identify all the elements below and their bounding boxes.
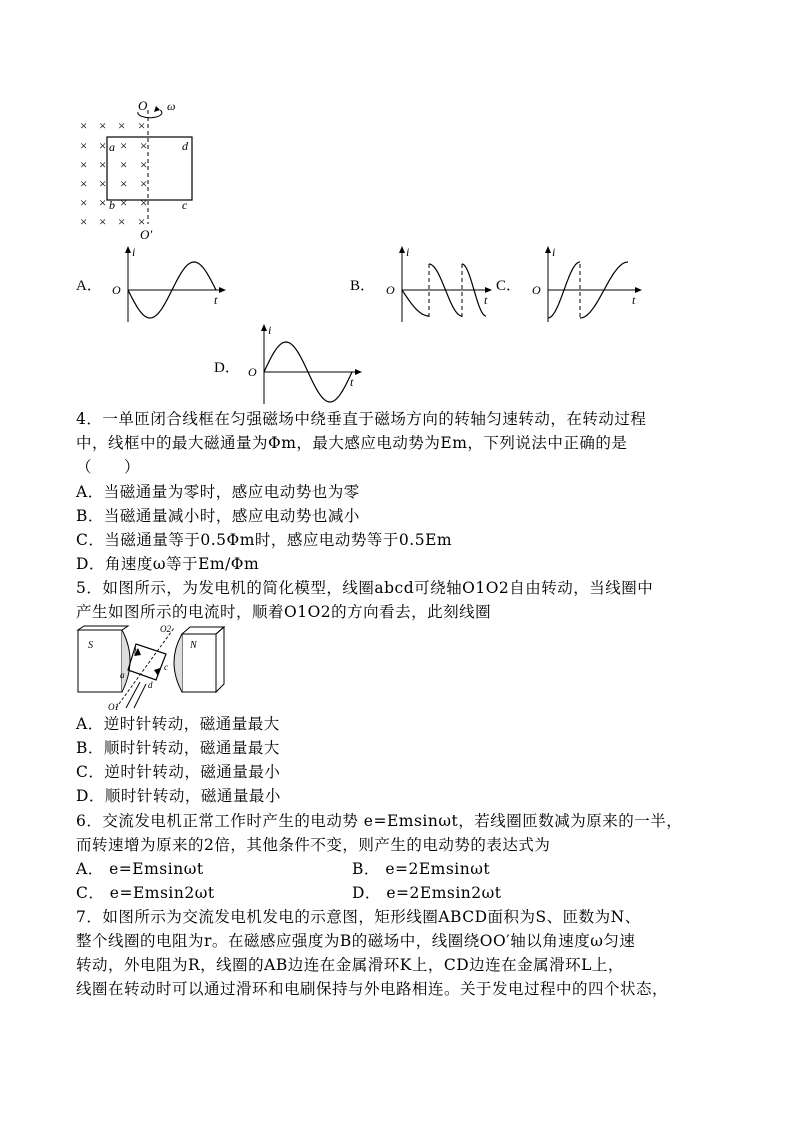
- corner-c: c: [182, 198, 188, 212]
- origin-o: O: [248, 365, 257, 379]
- field-cross: ×: [80, 214, 88, 229]
- field-cross: ×: [120, 195, 128, 210]
- axis-t: t: [632, 293, 636, 307]
- wave-option-c-label: C．: [496, 278, 522, 294]
- field-cross: ×: [140, 157, 148, 172]
- field-cross: ×: [80, 176, 88, 191]
- axis-i: i: [132, 245, 136, 259]
- origin-o: O: [532, 283, 541, 297]
- corner-b: b: [109, 198, 115, 212]
- field-cross: ×: [99, 118, 107, 133]
- wave-option-b-label: B．: [350, 278, 376, 294]
- q5-option-d: D．顺时针转动，磁通量最小: [76, 787, 281, 805]
- field-cross: ×: [99, 157, 107, 172]
- wave-graph-a: [108, 244, 228, 326]
- magnet-s-label: S: [88, 640, 93, 651]
- axis-o1: O1: [108, 702, 119, 712]
- field-cross: ×: [80, 157, 88, 172]
- magnetic-field-crosses: [80, 118, 147, 229]
- corner-d: d: [182, 139, 188, 153]
- axis-label-o-prime: O′: [140, 227, 153, 242]
- axis-i: i: [406, 245, 410, 259]
- field-cross: ×: [80, 138, 88, 153]
- q6-option-b: B． e=2Emsinωt: [352, 860, 491, 878]
- field-cross: ×: [118, 214, 126, 229]
- coil-a: a: [120, 670, 125, 680]
- wave-graph-b: [382, 244, 494, 326]
- q7-stem-line3: 转动，外电阻为R，线圈的AB边连在金属滑环K上，CD边连在金属滑环L上，: [76, 956, 624, 974]
- field-cross: ×: [140, 138, 148, 153]
- field-cross: ×: [120, 138, 128, 153]
- magnet-n-label: N: [190, 640, 197, 651]
- coil-c: c: [164, 662, 168, 672]
- field-cross: ×: [140, 195, 148, 210]
- corner-a: a: [109, 140, 115, 154]
- coil-field-diagram: [76, 96, 206, 242]
- wave-graph-d: [244, 322, 364, 408]
- axis-t: t: [484, 293, 488, 307]
- magnet-n: [182, 634, 216, 692]
- field-cross: ×: [99, 195, 107, 210]
- q5-stem-line1: 5．如图所示，为发电机的简化模型，线圈abcd可绕轴O1O2自由转动，当线圈中: [76, 579, 654, 597]
- field-cross: ×: [120, 176, 128, 191]
- omega-label: ω: [167, 99, 176, 113]
- coil-b: b: [134, 646, 139, 656]
- field-cross: ×: [138, 214, 146, 229]
- field-cross: ×: [99, 214, 107, 229]
- q7-stem-line1: 7．如图所示为交流发电机发电的示意图，矩形线圈ABCD面积为S、匝数为N、: [76, 908, 641, 926]
- q6-option-c: C． e=Emsin2ωt: [76, 884, 215, 902]
- q4-stem-line2: 中，线框中的最大磁通量为Φm，最大感应电动势为Em，下列说法中正确的是: [76, 434, 628, 452]
- field-cross: ×: [120, 157, 128, 172]
- magnet-s: [78, 630, 122, 692]
- q5-option-c: C．逆时针转动，磁通量最小: [76, 763, 281, 781]
- q4-option-a: A．当磁通量为零时，感应电动势也为零: [76, 483, 360, 501]
- q4-option-d: D．角速度ω等于Em/Φm: [76, 555, 260, 573]
- axis-i: i: [552, 245, 556, 259]
- axis-label-o: O: [138, 98, 148, 113]
- axis-t: t: [350, 375, 354, 389]
- q6-stem-line1: 6．交流发电机正常工作时产生的电动势 e=Emsinωt，若线圈匝数减为原来的一半，: [76, 812, 683, 830]
- coil-field-figure: [76, 96, 206, 242]
- axis-t: t: [214, 293, 218, 307]
- q5-stem-line2: 产生如图所示的电流时，顺着O1O2的方向看去，此刻线圈: [76, 603, 492, 621]
- field-cross: ×: [99, 138, 107, 153]
- origin-o: O: [386, 283, 395, 297]
- axis-o2: O2: [160, 624, 171, 634]
- q6-option-d: D． e=2Emsin2ωt: [352, 884, 502, 902]
- q6-stem-line2: 而转速增为原来的2倍，其他条件不变，则产生的电动势的表达式为: [76, 836, 551, 854]
- q5-option-b: B．顺时针转动，磁通量最大: [76, 739, 280, 757]
- q5-option-a: A．逆时针转动，磁通量最大: [76, 715, 280, 733]
- wave-option-a-label: A．: [76, 278, 102, 294]
- wave-option-d-label: D．: [214, 360, 240, 376]
- field-cross: ×: [80, 118, 88, 133]
- field-cross: ×: [118, 118, 126, 133]
- q4-option-b: B．当磁通量减小时，感应电动势也减小: [76, 507, 360, 525]
- generator-model-figure: [76, 624, 236, 712]
- q6-option-a: A． e=Emsinωt: [76, 860, 204, 878]
- field-cross: ×: [99, 176, 107, 191]
- q4-option-c: C．当磁通量等于0.5Φm时，感应电动势等于0.5Em: [76, 531, 453, 549]
- field-cross: ×: [138, 118, 146, 133]
- field-cross: ×: [140, 176, 148, 191]
- wave-graph-c: [528, 244, 644, 326]
- q4-stem-line3: （ ）: [76, 458, 141, 476]
- coil-d: d: [148, 680, 153, 690]
- axis-i: i: [268, 323, 272, 337]
- q7-stem-line2: 整个线圈的电阻为r。在磁感应强度为B的磁场中，线圈绕OO′轴以角速度ω匀速: [76, 932, 636, 950]
- q7-stem-line4: 线圈在转动时可以通过滑环和电刷保持与外电路相连。关于发电过程中的四个状态，: [76, 980, 669, 998]
- origin-o: O: [112, 283, 121, 297]
- q4-stem-line1: 4．一单匝闭合线框在匀强磁场中绕垂直于磁场方向的转轴匀速转动，在转动过程: [76, 410, 647, 428]
- field-cross: ×: [80, 195, 88, 210]
